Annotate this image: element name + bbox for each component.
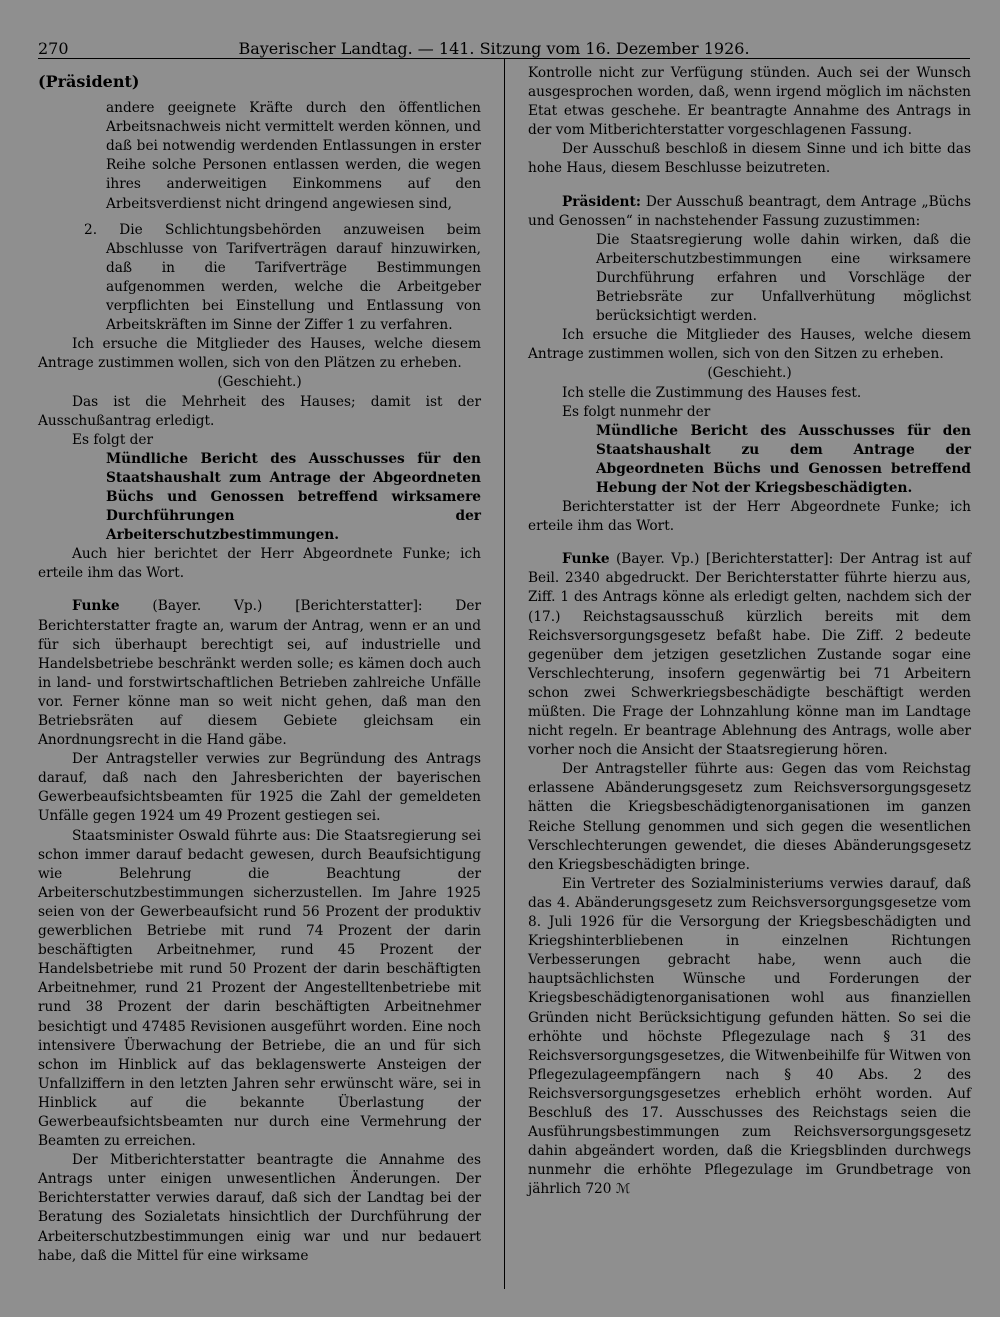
paragraph: Es folgt nunmehr der (562, 403, 711, 420)
page-header (38, 32, 970, 58)
paragraph: Ich ersuche die Mitglieder des Hauses, welche diesem Antrage zustimmen wollen, sich von den Plätzen zu erheben. (38, 336, 481, 372)
paragraph: andere geeignete Kräfte durch den öffentlichen Arbeitsnachweis nicht vermittelt werden können, und daß bei notwendig werdenden Entlassungen in erster Reihe solche Personen entlassen werden, die wegen ihres anderweitigen Einkommens auf den Arbeitsverdienst nicht dringend angewiesen sind, (106, 100, 481, 212)
paragraph: Kontrolle nicht zur Verfügung stünden. Auch sei der Wunsch ausgesprochen worden, daß, wenn irgend möglich im nächsten Etat etwas geschehe. Er beantragte Annahme des Antrags in der vom Mitberichterstatter vorgeschlagenen Fassung. (528, 65, 971, 139)
running-title: Bayerischer Landtag. — 141. Sitzung vom 16. Dezember 1926. (238, 39, 750, 58)
page-number: 270 (38, 39, 69, 58)
stage-direction: (Geschieht.) (707, 365, 792, 382)
paragraph: Ich stelle die Zustimmung des Hauses fest. (562, 384, 862, 401)
paragraph (38, 597, 481, 750)
paragraph: Staatsminister Oswald führte aus: Die Staatsregierung sei schon immer darauf bedacht gewesen, durch Beaufsichtigung wie Belehrung die Beachtung der Arbeiterschutzbestimmungen sicherzustellen. Im Jahre 1925 seien von der Gewerbeaufsicht rund 56 Prozent der produktiv gewerblichen Betriebe mit rund 74 Prozent der darin beschäftigten Arbeitnehmer, rund 45 Prozent der Handelsbetriebe mit rund 50 Prozent der darin beschäftigten Arbeitnehmer, rund 21 Prozent der Angestelltenbetriebe mit rund 38 Prozent der darin beschäftigten Arbeitnehmer besichtigt und 47485 Revisionen ausgeführt worden. Eine noch intensivere Überwachung der Betriebe, die an und für sich schon im Hinblick auf das beklagenswerte Ansteigen der Unfallziffern in den letzten Jahren sehr erwünscht wäre, sei in Hinblick auf die bekannte Überlastung der Gewerbeaufsichtsbeamten nur durch eine Vermehrung der Beamten zu erreichen. (38, 827, 481, 1150)
paragraph: Der Antragsteller führte aus: Gegen das vom Reichstag erlassene Abänderungsgesetz zum Reichsversorgungsgesetz hätten die Kriegsbeschädigtenorganisationen im ganzen Reiche Stellung genommen und sich gegen die wesentlichen Verschlechterungen gewendet, die dieses Abänderungsgesetz den Kriegsbeschädigten bringe. (528, 761, 971, 873)
paragraph: Der Mitberichterstatter beantragte die Annahme des Antrags unter einigen unwesentlichen Änderungen. Der Berichterstatter verwies darauf, daß sich der Landtag bei der Beratung des Sozialetats hinsichtlich der Durchführung der Arbeiterschutzbestimmungen einig war und nur bedauert habe, daß die Mittel für eine wirksame (38, 1152, 481, 1264)
right-column (528, 64, 971, 1199)
speaker-name: Präsident: (562, 193, 641, 210)
paragraph (528, 550, 971, 760)
paragraph: Ein Vertreter des Sozialministeriums verwies darauf, daß das 4. Abänderungsgesetz zum Reichsversorgungsgesetze vom 8. Juli 1926 für die Versorgung der Kriegsbeschädigten und Kriegshinterbliebenen in einzelnen Richtungen Verbesserungen gebracht habe, wenn auch die hauptsächlichsten Wünsche und Forderungen der Kriegsbeschädigtenorganisationen wohl aus finanziellen Gründen nicht Berücksichtigung gefunden hätten. So sei die erhöhte und höchste Pflegezulage nach § 31 des Reichsversorgungsgesetzes, die Witwenbeihilfe für Witwen von Pflegezulageempfängern nach § 40 Abs. 2 des Reichsversorgungsgesetzes erheblich erhöht worden. Auf Beschluß des 17. Ausschusses des Reichstags seien die Ausführungsbestimmungen zum Reichsversorgungsgesetz dahin abgeändert worden, daß die Kriegsblinden durchwegs nunmehr die erhöhte Pflegezulage im Grundbetrage von jährlich 720 ℳ (528, 875, 971, 1198)
report-title: Mündliche Bericht des Ausschusses für den Staatshaushalt zu dem Antrage der Abgeordneten Büchs und Genossen betreffend Hebung der Not der Kriegsbeschädigten. (596, 422, 971, 496)
stage-direction: (Geschieht.) (217, 374, 302, 391)
speech-text: (Bayer. Vp.) [Berichterstatter]: Der Antrag ist auf Beil. 2340 abgedruckt. Der Berichterstatter führte hierzu aus, Ziff. 1 des Antrags könne als erledigt gelten, nachdem sich der (17.) Reichstagsausschuß kürzlich bereits mit dem Reichsversorgungsgesetz befaßt habe. Die Ziff. 2 bedeute gegenüber dem jetzigen gesetzlichen Zustande sogar eine Verschlechterung, insofern gegenwärtig bei 71 Arbeitern schon zwei Schwerkriegsbeschädigte beschäftigt werden müßten. Die Frage der Lohnzahlung könne man im Landtage nicht regeln. Er beantrage Ablehnung des Antrags, wolle aber vorher noch die Ansicht der Staatsregierung hören. (528, 551, 971, 759)
presider-label: (Präsident) (38, 72, 140, 91)
paragraph: Ich ersuche die Mitglieder des Hauses, welche diesem Antrage zustimmen wollen, sich von den Sitzen zu erheben. (528, 327, 971, 363)
paragraph: Berichterstatter ist der Herr Abgeordnete Funke; ich erteile ihm das Wort. (528, 499, 971, 535)
list-item: 2. Die Schlichtungsbehörden anzuweisen beim Abschlusse von Tarifverträgen darauf hinzuwirken, daß in die Tarifverträge Bestimmungen aufgenommen werden, welche die Arbeitgeber verpflichten bei Einstellung und Entlassung von Arbeitskräften im Sinne der Ziffer 1 zu verfahren. (84, 221, 481, 334)
speech-text: (Bayer. Vp.) [Berichterstatter]: Der Berichterstatter fragte an, warum der Antrag, wenn er an und für sich überhaupt berechtigt sei, auf industrielle und Handelsbetriebe beschränkt werden solle; es kämen doch auch in land- und forstwirtschaftlichen Betrieben zahlreiche Unfälle vor. Ferner könne man so weit nicht gehen, daß man den Betriebsräten auf diesem Gebiete gleichsam ein Anordnungsrecht in die Hand gäbe. (38, 598, 481, 749)
paragraph: Der Antragsteller verwies zur Begründung des Antrags darauf, daß nach den Jahresberichten der bayerischen Gewerbeaufsichtsbeamten für 1925 die Zahl der gemeldeten Unfälle gegen 1924 um 49 Prozent gestiegen sei. (38, 751, 481, 825)
speaker-name: Funke (562, 551, 610, 568)
speech-text: Der Ausschuß beantragt, dem Antrage „Büchs und Genossen“ in nachstehender Fassung zuzustimmen: (528, 193, 971, 229)
paragraph (528, 193, 971, 231)
motion-text: Die Staatsregierung wolle dahin wirken, daß die Arbeiterschutzbestimmungen eine wirksamere Durchführung erfahren und Vorschläge der Betriebsräte zur Unfallverhütung möglichst berücksichtigt werden. (596, 231, 971, 325)
report-title: Mündliche Bericht des Ausschusses für den Staatshaushalt zum Antrage der Abgeordneten Büchs und Genossen betreffend wirksamere Durchführungen der Arbeiterschutzbestimmungen. (106, 450, 481, 544)
speaker-name: Funke (72, 598, 120, 615)
paragraph: Es folgt der (72, 431, 154, 448)
paragraph: Auch hier berichtet der Herr Abgeordnete Funke; ich erteile ihm das Wort. (38, 546, 481, 582)
column-divider (504, 58, 505, 1289)
left-column (38, 64, 481, 1266)
paragraph: Der Ausschuß beschloß in diesem Sinne und ich bitte das hohe Haus, diesem Beschlusse beizutreten. (528, 141, 971, 177)
paragraph: Das ist die Mehrheit des Hauses; damit ist der Ausschußantrag erledigt. (38, 393, 481, 429)
